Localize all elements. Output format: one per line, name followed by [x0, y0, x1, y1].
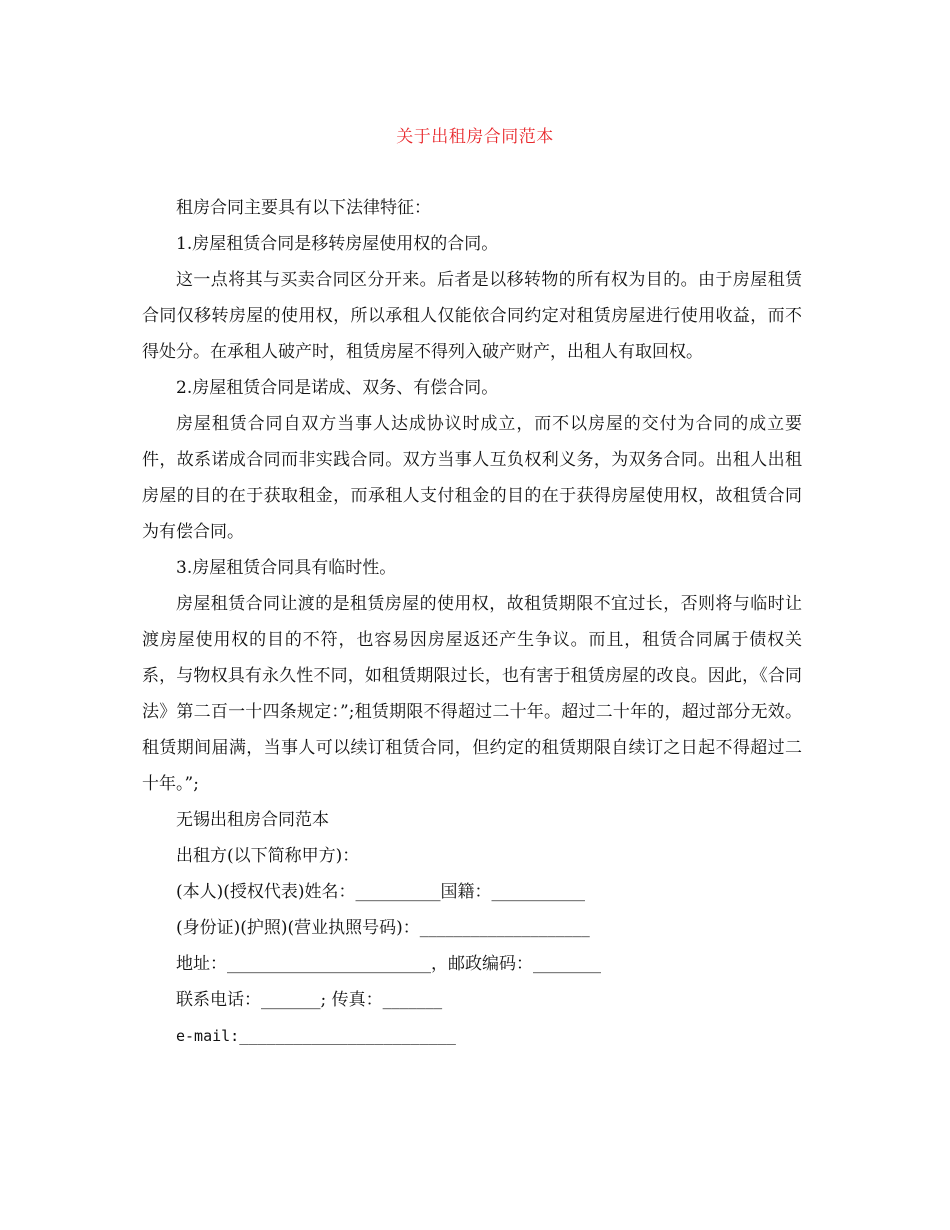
- form-heading: 无锡出租房合同范本: [176, 810, 329, 830]
- paragraph-heading-3: 3.房屋租赁合同具有临时性。: [176, 558, 397, 578]
- form-party-label: 出租方(以下简称甲方)：: [176, 846, 360, 866]
- document-title: 关于出租房合同范本: [396, 127, 554, 147]
- form-id-number: (身份证)(护照)(营业执照号码)：____________________: [176, 918, 590, 938]
- paragraph-intro: 租房合同主要具有以下法律特征：: [176, 198, 431, 218]
- form-email: e-mail:________________________: [176, 1027, 456, 1045]
- paragraph-heading-2: 2.房屋租赁合同是诺成、双务、有偿合同。: [176, 378, 499, 398]
- paragraph-body-3: 房屋租赁合同让渡的是租赁房屋的使用权，故租赁期限不宜过长，否则将与临时让渡房屋使用权的目的不符，也容易因房屋返还产生争议。而且，租赁合同属于债权关系，与物权具有永久性不同，如租赁期限过长，也有害于租赁房屋的改良。因此，《合同法》第二百一十四条规定：”;租赁期限不得超过二十年。超过二十年的，超过部分无效。租赁期间届满，当事人可以续订租赁合同，但约定的租赁期限自续订之日起不得超过二十年。”;: [142, 594, 802, 794]
- paragraph-body-1: 这一点将其与买卖合同区分开来。后者是以移转物的所有权为目的。由于房屋租赁合同仅移转房屋的使用权，所以承租人仅能依合同约定对租赁房屋进行使用收益，而不得处分。在承租人破产时，租赁房屋不得列入破产财产，出租人有取回权。: [142, 270, 802, 362]
- form-phone-fax: 联系电话：_______; 传真：_______: [176, 990, 443, 1010]
- form-address-postcode: 地址：________________________，邮政编码：________: [176, 954, 601, 974]
- paragraph-heading-1: 1.房屋租赁合同是移转房屋使用权的合同。: [176, 234, 499, 254]
- form-name-nationality: (本人)(授权代表)姓名：__________国籍：___________: [176, 882, 586, 902]
- document-body: [142, 190, 802, 1054]
- paragraph-body-2: 房屋租赁合同自双方当事人达成协议时成立，而不以房屋的交付为合同的成立要件，故系诺成合同而非实践合同。双方当事人互负权利义务，为双务合同。出租人出租房屋的目的在于获取租金，而承租人支付租金的目的在于获得房屋使用权，故租赁合同为有偿合同。: [142, 414, 802, 542]
